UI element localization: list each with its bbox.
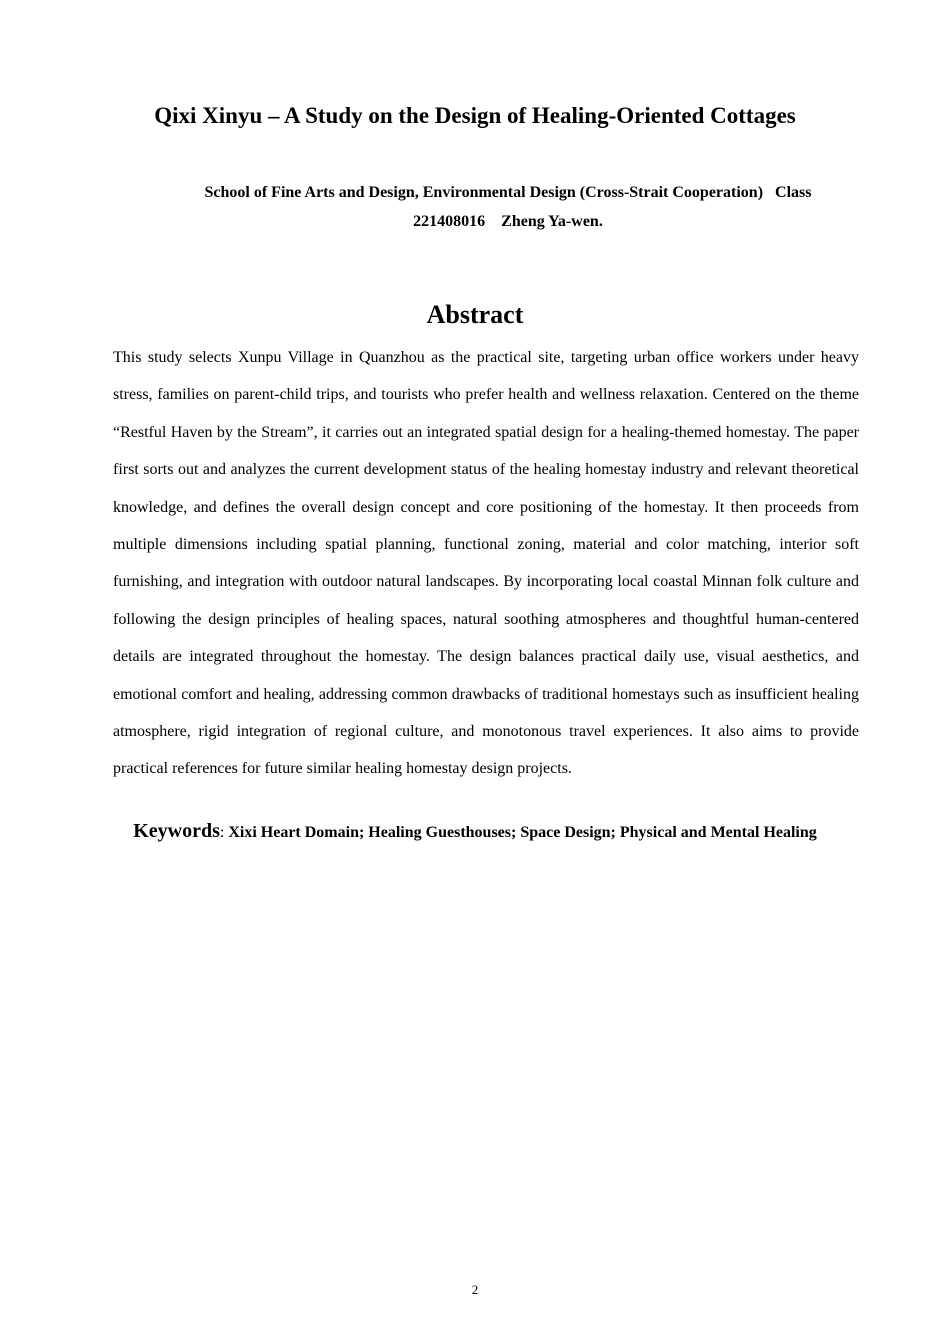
author-name: Zheng Ya-wen. — [501, 213, 603, 230]
class-label: Class — [775, 184, 812, 201]
keywords-separator: : — [219, 824, 229, 841]
abstract-heading: Abstract — [426, 300, 524, 329]
keywords-label: Keywords — [133, 820, 220, 842]
school-name: School of Fine Arts and Design, Environmental Design (Cross-Strait Cooperation) — [204, 184, 764, 201]
page-number: 2 — [471, 1282, 479, 1297]
author-affiliation — [183, 178, 833, 236]
keywords-line — [0, 820, 950, 843]
keywords-values: Xixi Heart Domain; Healing Guesthouses; Space Design; Physical and Mental Healing — [228, 824, 817, 841]
abstract-body: This study selects Xunpu Village in Quanzhou as the practical site, targeting urban office workers under heavy stress, families on parent-child trips, and tourists who prefer health and wellness relaxation. Centered on the theme “Restful Haven by the Stream”, it carries out an integrated spatial design for a healing-themed homestay. The paper first sorts out and analyzes the current development status of the healing homestay industry and relevant theoretical knowledge, and defines the overall design concept and core positioning of the homestay. It then proceeds from multiple dimensions including spatial planning, functional zoning, material and color matching, interior soft furnishing, and integration with outdoor natural landscapes. By incorporating local coastal Minnan folk culture and following the design principles of healing spaces, natural soothing atmospheres and thoughtful human-centered details are integrated throughout the homestay. The design balances practical daily use, visual aesthetics, and emotional comfort and healing, addressing common drawbacks of traditional homestays such as insufficient healing atmosphere, rigid integration of regional culture, and monotonous travel experiences. It also aims to provide practical references for future similar healing homestay design projects. — [113, 349, 859, 778]
paper-title: Qixi Xinyu – A Study on the Design of Healing-Oriented Cottages — [154, 103, 796, 128]
class-number: 221408016 — [413, 213, 486, 230]
